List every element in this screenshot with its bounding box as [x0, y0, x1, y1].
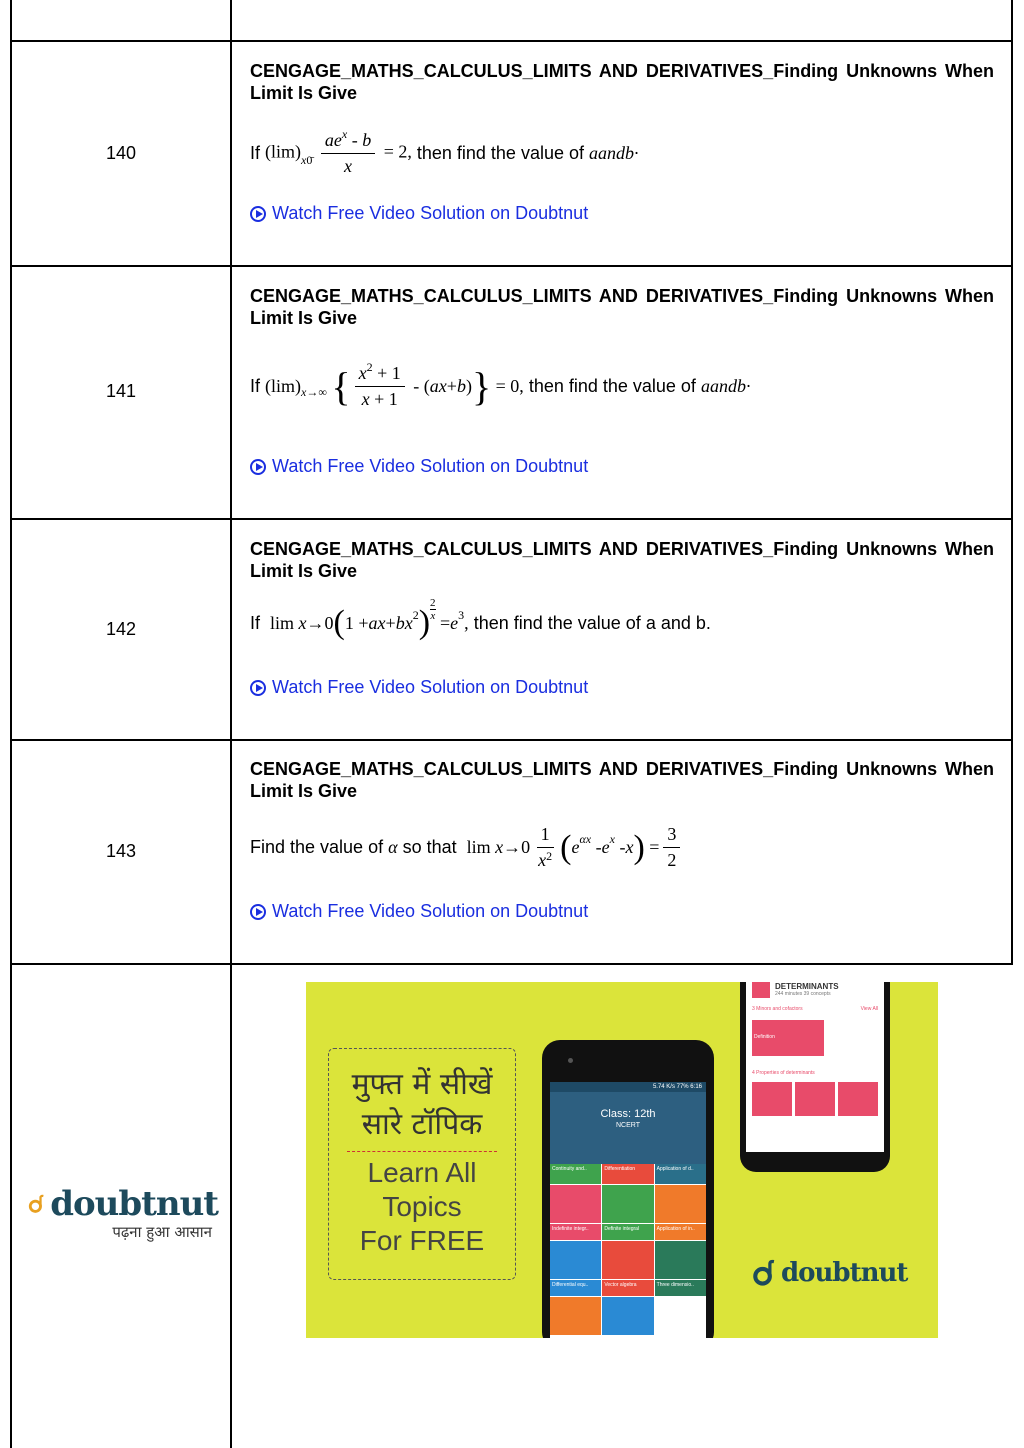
promo-text-box [328, 1048, 516, 1280]
watch-video-label: Watch Free Video Solution on Doubtnut [272, 203, 589, 223]
question-text [250, 360, 751, 410]
tile [602, 1185, 653, 1223]
promo-english-line1: Learn All [367, 1157, 477, 1188]
tile [752, 1082, 792, 1116]
watch-video-link[interactable] [250, 456, 588, 477]
logo-mark-icon [28, 1187, 46, 1221]
question-mid: so that [402, 837, 457, 857]
question-cell [250, 285, 994, 510]
phone-header [550, 1092, 706, 1164]
question-title: CENGAGE_MATHS_CALCULUS_LIMITS AND DERIVATIVES_Finding Unknowns When Limit Is Give [250, 759, 994, 801]
math-expression: (lim) x→∞ { $\frac{x^2 + 1}{x + 1}$ - ( ax + b ) } = 0, [265, 360, 524, 409]
promo-english-line3: For FREE [359, 1225, 485, 1256]
tile [602, 1241, 653, 1279]
promo-divider [347, 1151, 497, 1152]
row-divider [10, 265, 1013, 267]
question-prefix: Find the value of [250, 837, 384, 857]
question-prefix: If [250, 612, 261, 633]
tile: Continuity and.. [550, 1164, 601, 1184]
tile [655, 1297, 706, 1335]
tile [655, 1185, 706, 1223]
play-icon [250, 459, 266, 475]
question-vars: aandb· [700, 376, 751, 396]
watch-video-label: Watch Free Video Solution on Doubtnut [272, 677, 589, 697]
question-number: 143 [105, 841, 137, 861]
question-number: 141 [105, 381, 137, 401]
tile: Definite integral [602, 1224, 653, 1240]
row-divider [10, 518, 1013, 520]
phone-mockup-2 [740, 982, 890, 1172]
tile [550, 1241, 601, 1279]
tile [550, 1297, 601, 1335]
tile [550, 1185, 601, 1223]
tile [602, 1297, 653, 1335]
camera-icon [568, 1058, 573, 1063]
phone-tile-grid [550, 1164, 706, 1335]
question-prefix: If [250, 143, 261, 163]
question-suffix: then find the value of [416, 143, 584, 163]
doubtnut-logo [28, 1184, 218, 1242]
promo-hindi-line2: सारे टॉपिक [361, 1107, 483, 1142]
tile [655, 1241, 706, 1279]
phone-screen-1 [550, 1082, 706, 1338]
watch-video-link[interactable] [250, 203, 588, 224]
question-title: CENGAGE_MATHS_CALCULUS_LIMITS AND DERIVATIVES_Finding Unknowns When Limit Is Give [250, 539, 994, 581]
phone-mockup-1 [542, 1040, 714, 1338]
row-divider [10, 739, 1013, 741]
tile: Three dimensio.. [655, 1280, 706, 1296]
phone-screen-2 [746, 982, 884, 1152]
promo-english-line2: Topics [382, 1191, 462, 1222]
phone-status-bar: 5.74 K/s 77% 6:16 [550, 1082, 706, 1092]
banner-logo [752, 1258, 907, 1288]
question-suffix: then find the value of [528, 376, 696, 396]
tile: Application of d.. [655, 1164, 706, 1184]
phone-class: Class: 12th [600, 1108, 656, 1120]
tile [838, 1082, 878, 1116]
question-text [250, 596, 711, 641]
promo-hindi-line1: मुफ्त में सीखें [351, 1067, 493, 1102]
logo-mark-icon [752, 1259, 778, 1287]
table-right-border [1011, 0, 1013, 964]
watch-video-label: Watch Free Video Solution on Doubtnut [272, 901, 589, 921]
question-title: CENGAGE_MATHS_CALCULUS_LIMITS AND DERIVATIVES_Finding Unknowns When Limit Is Give [250, 286, 994, 328]
phone2-tile: Definition [752, 1020, 824, 1056]
question-cell [250, 538, 994, 733]
logo-brand: doubtnut [50, 1184, 218, 1224]
watch-video-label: Watch Free Video Solution on Doubtnut [272, 456, 589, 476]
tile: Differentiation [602, 1164, 653, 1184]
watch-video-link[interactable] [250, 901, 588, 922]
tile: Vector algebra [602, 1280, 653, 1296]
math-expression: lim x →0 $\frac{1}{x^2}$ ( e αx - e x - x ) = $\frac{3}{2}$ [467, 824, 685, 871]
phone2-section1: 3 Minors and cofactors [752, 1006, 803, 1012]
watch-video-link[interactable] [250, 677, 588, 698]
tile [795, 1082, 835, 1116]
alpha-symbol: α [388, 837, 398, 857]
question-suffix: then find the value of a and b. [473, 612, 711, 633]
play-icon [250, 206, 266, 222]
question-title: CENGAGE_MATHS_CALCULUS_LIMITS AND DERIVATIVES_Finding Unknowns When Limit Is Give [250, 61, 994, 103]
banner-brand: doubtnut [781, 1258, 908, 1288]
play-icon [250, 680, 266, 696]
question-number: 142 [105, 619, 137, 639]
question-vars: aandb· [589, 143, 639, 163]
question-cell [250, 60, 994, 260]
table-column-divider [230, 0, 232, 1448]
row-divider [10, 40, 1013, 42]
question-prefix: If [250, 376, 261, 396]
question-text [250, 127, 639, 177]
table-left-border [10, 0, 12, 1448]
tile: Indefinite integr.. [550, 1224, 601, 1240]
promo-banner[interactable] [306, 982, 938, 1338]
logo-tagline: पढ़ना हुआ आसान [112, 1223, 212, 1241]
math-expression: $(\lim)_{x0̄}$ $\frac{ae^x - b}{x}$ = 2, [265, 127, 412, 176]
phone2-subtitle: 244 minutes 39 concepts [775, 990, 831, 997]
phone-board: NCERT [616, 1122, 640, 1129]
tile: Application of in.. [655, 1224, 706, 1240]
row-divider [10, 963, 1013, 965]
play-icon [250, 904, 266, 920]
determinants-icon [752, 982, 770, 998]
phone2-title: DETERMINANTS [775, 982, 839, 991]
phone2-view-all: View All [860, 1006, 878, 1012]
phone2-section2: 4 Properties of determinants [752, 1070, 815, 1076]
math-expression: lim x →0 ( 1 + ax + bx 2 ) 2 x = e 3 , [270, 596, 469, 641]
question-text [250, 824, 684, 871]
tile: Differential equ.. [550, 1280, 601, 1296]
question-cell [250, 758, 994, 958]
question-number: 140 [105, 143, 137, 163]
